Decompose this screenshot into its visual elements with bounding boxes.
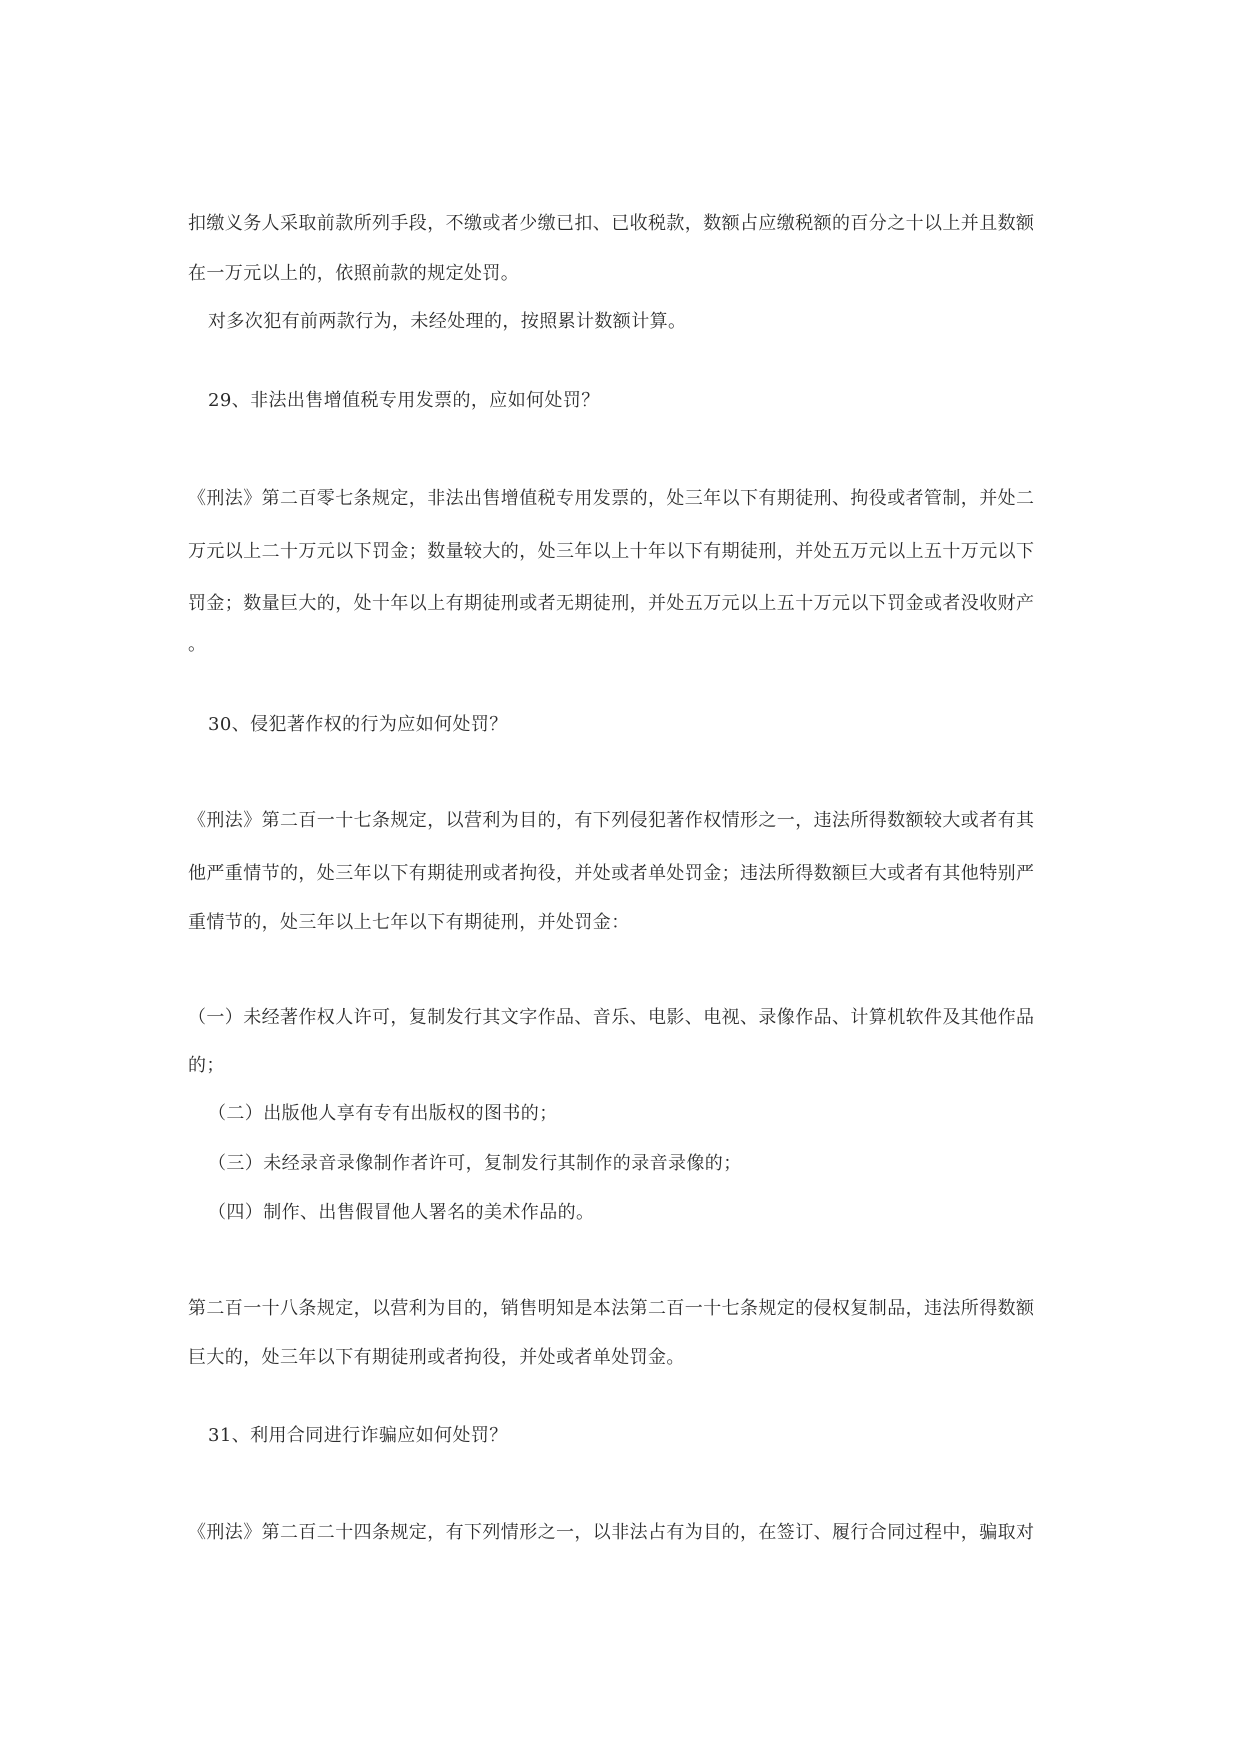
- paragraph-line: 他严重情节的，处三年以下有期徒刑或者拘役，并处或者单处罚金；违法所得数额巨大或者有其他特别严: [188, 863, 1035, 884]
- list-item: （二）出版他人享有专有出版权的图书的；: [208, 1103, 558, 1124]
- list-item: （三）未经录音录像制作者许可，复制发行其制作的录音录像的；: [208, 1153, 742, 1174]
- question-heading-29: 29、非法出售增值税专用发票的，应如何处罚？: [208, 390, 600, 411]
- paragraph-line: 罚金；数量巨大的，处十年以上有期徒刑或者无期徒刑，并处五万元以上五十万元以下罚金或者没收财产: [188, 593, 1035, 614]
- paragraph-line: 扣缴义务人采取前款所列手段，不缴或者少缴已扣、已收税款，数额占应缴税额的百分之十以上并且数额: [188, 213, 1035, 234]
- paragraph-line: 《刑法》第二百一十七条规定，以营利为目的，有下列侵犯著作权情形之一，违法所得数额较大或者有其: [188, 810, 1035, 831]
- list-item-continuation: 的；: [188, 1055, 225, 1076]
- question-heading-30: 30、侵犯著作权的行为应如何处罚？: [208, 714, 508, 735]
- paragraph-line: 第二百一十八条规定，以营利为目的，销售明知是本法第二百一十七条规定的侵权复制品，违法所得数额: [188, 1298, 1035, 1319]
- paragraph-line: 。: [188, 634, 207, 655]
- paragraph-line: 重情节的，处三年以上七年以下有期徒刑，并处罚金：: [188, 912, 630, 933]
- paragraph-line: 在一万元以上的，依照前款的规定处罚。: [188, 263, 520, 284]
- paragraph-line: 《刑法》第二百零七条规定，非法出售增值税专用发票的，处三年以下有期徒刑、拘役或者管制，并处二: [188, 488, 1035, 509]
- paragraph-line: 巨大的，处三年以下有期徒刑或者拘役，并处或者单处罚金。: [188, 1347, 685, 1368]
- paragraph-line: 对多次犯有前两款行为，未经处理的，按照累计数额计算。: [208, 311, 687, 332]
- list-item: （一）未经著作权人许可，复制发行其文字作品、音乐、电影、电视、录像作品、计算机软件及其他作品: [188, 1007, 1035, 1028]
- list-item: （四）制作、出售假冒他人署名的美术作品的。: [208, 1202, 595, 1223]
- question-heading-31: 31、利用合同进行诈骗应如何处罚？: [208, 1425, 508, 1446]
- paragraph-line: 《刑法》第二百二十四条规定，有下列情形之一，以非法占有为目的，在签订、履行合同过程中，骗取对: [188, 1522, 1035, 1543]
- paragraph-line: 万元以上二十万元以下罚金；数量较大的，处三年以上十年以下有期徒刑，并处五万元以上五十万元以下: [188, 541, 1035, 562]
